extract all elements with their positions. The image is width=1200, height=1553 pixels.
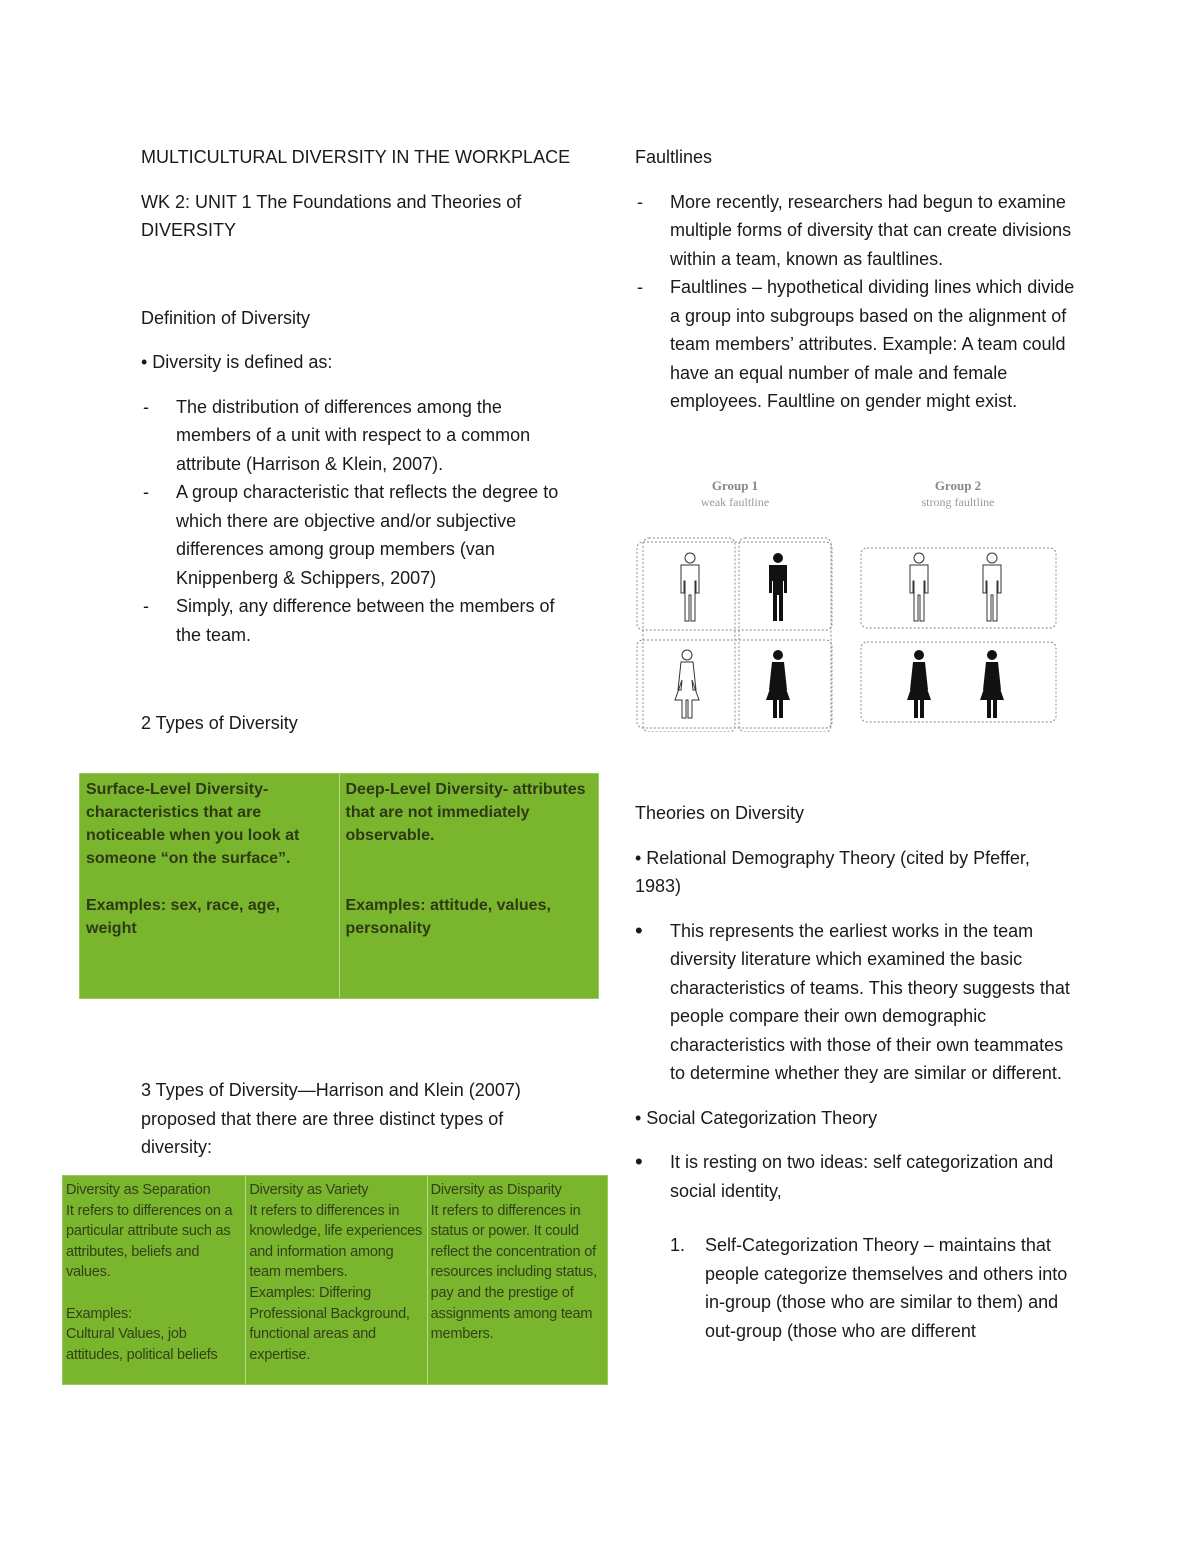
woman-filled-icon xyxy=(980,650,1004,718)
self-cat-wrapper xyxy=(635,1231,1075,1345)
group1-boxes xyxy=(637,538,832,732)
definition-item: - A group characteristic that reflects the degree to which there are objective and/or subjective differences among group members (van Knippenberg & Schippers, 2007) xyxy=(141,478,581,592)
social-list xyxy=(635,1148,1075,1205)
separation-examples-label: Examples: xyxy=(66,1305,132,1322)
faultline-figure xyxy=(635,476,1060,732)
faultlines-list xyxy=(635,188,1075,416)
surface-level-examples: Examples: sex, race, age, weight xyxy=(86,897,280,937)
surface-level-cell xyxy=(80,774,339,998)
definition-item: - The distribution of differences among the members of a unit with respect to a common attribute (Harrison & Klein, 2007). xyxy=(141,393,581,479)
variety-title: Diversity as Variety xyxy=(249,1182,369,1198)
self-cat-text: Self-Categorization Theory – maintains that people categorize themselves and others into in-group (those who are similar to them) and xyxy=(705,1235,1068,1312)
group1-title: Group 1 xyxy=(711,478,759,493)
surface-level-desc: Surface-Level Diversity- characteristics that are noticeable when you look at someone “on the surface”. xyxy=(86,781,300,867)
two-types-table xyxy=(79,773,599,999)
separation-title: Diversity as Separation xyxy=(66,1182,211,1198)
self-cat-number: 1. xyxy=(670,1235,686,1255)
faultlines-item: - Faultlines – hypothetical dividing lines which divide a group into subgroups based on the alignment of team members’ attributes. Example: A team could have an equal number of male and female employees. Faultline on gender might exist. xyxy=(635,273,1075,416)
man-outline-icon xyxy=(983,553,1001,621)
man-outline-icon xyxy=(910,553,928,621)
three-types-table xyxy=(62,1175,608,1385)
group2-boxes xyxy=(861,548,1056,722)
social-text: • It is resting on two ideas: self categorization and social identity, xyxy=(635,1148,1075,1205)
relational-list xyxy=(635,917,1075,1088)
disparity-desc: It refers to differences in status or power. It could reflect the concentration of resources including status, pay and the prestige of assignments among team members. xyxy=(430,1202,597,1343)
variety-examples: Examples: Differing Professional Background, functional areas and expertise. xyxy=(249,1284,410,1363)
man-outline-icon xyxy=(681,553,699,621)
man-filled-icon xyxy=(769,553,787,621)
self-cat-text-continued: out-group (those who are different xyxy=(705,1320,976,1341)
separation-cell xyxy=(63,1176,245,1384)
left-column xyxy=(141,143,581,738)
relational-heading: • Relational Demography Theory (cited by Pfeffer, 1983) xyxy=(635,847,1030,896)
deep-level-examples: Examples: attitude, values, personality xyxy=(345,897,551,937)
woman-outline-icon xyxy=(675,650,699,718)
group2-title: Group 2 xyxy=(934,478,982,493)
woman-filled-icon xyxy=(766,650,790,718)
faultlines-heading: Faultlines xyxy=(635,147,713,167)
definition-item: - Simply, any difference between the members of the team. xyxy=(141,592,581,649)
faultline-diagram xyxy=(635,476,1060,732)
deep-level-desc: Deep-Level Diversity- attributes that are not immediately observable. xyxy=(345,781,586,844)
deep-level-cell xyxy=(339,774,599,998)
group1-subtitle: weak faultline xyxy=(700,495,770,509)
relational-text: • This represents the earliest works in the team diversity literature which examined the basic characteristics of teams. This theory suggests that people compare their own demographic characteristics with those of their own teammates to determine whether they are similar or different. xyxy=(635,917,1075,1088)
three-types-heading: 3 Types of Diversity—Harrison and Klein (2007) proposed that there are three distinct types of diversity: xyxy=(141,1080,521,1157)
theories-heading: Theories on Diversity xyxy=(635,803,805,823)
disparity-title: Diversity as Disparity xyxy=(430,1182,562,1198)
disparity-cell xyxy=(427,1176,607,1384)
separation-examples: Cultural Values, job attitudes, political beliefs xyxy=(66,1326,218,1363)
self-cat-item xyxy=(670,1231,1075,1345)
document-subtitle: WK 2: UNIT 1 The Foundations and Theories of DIVERSITY xyxy=(141,191,522,240)
group2-subtitle: strong faultline xyxy=(921,495,995,509)
variety-desc: It refers to differences in knowledge, life experiences and information among team members. xyxy=(249,1202,423,1281)
woman-filled-icon xyxy=(907,650,931,718)
self-cat-list xyxy=(670,1231,1075,1345)
defined-as-line: • Diversity is defined as: xyxy=(141,352,333,372)
variety-cell xyxy=(245,1176,426,1384)
two-types-heading: 2 Types of Diversity xyxy=(141,713,298,733)
theories-section xyxy=(635,799,1075,1345)
definition-heading: Definition of Diversity xyxy=(141,307,311,328)
separation-desc: It refers to differences on a particular attribute such as attributes, beliefs and values. xyxy=(66,1202,233,1281)
social-heading: • Social Categorization Theory xyxy=(635,1107,878,1128)
right-column xyxy=(635,143,1075,416)
document-title: MULTICULTURAL DIVERSITY IN THE WORKPLACE xyxy=(141,147,571,167)
definition-list xyxy=(141,393,581,650)
faultlines-item: - More recently, researchers had begun to examine multiple forms of diversity that can create divisions within a team, known as faultlines. xyxy=(635,188,1075,274)
